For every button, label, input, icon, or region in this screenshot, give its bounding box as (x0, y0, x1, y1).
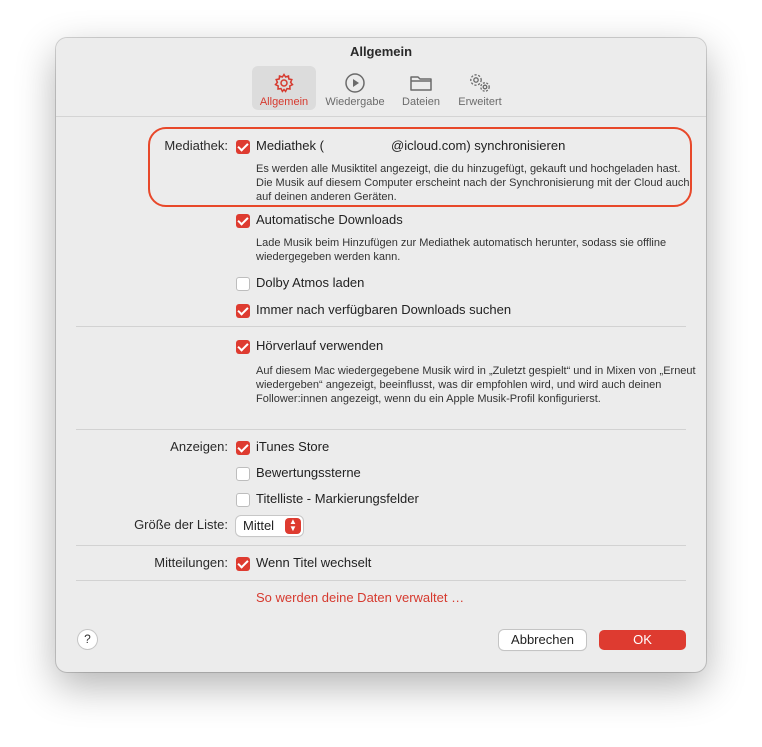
window-title: Allgemein (349, 44, 413, 59)
sync-library-label-prefix: Mediathek ( (256, 138, 324, 153)
auto-downloads-description: Lade Musik beim Hinzufügen zur Mediathek automatisch herunter, sodass sie offline wiedergegeben werden kann. (256, 237, 667, 263)
help-button[interactable]: ? (78, 630, 97, 649)
auto-downloads-checkbox[interactable] (236, 214, 250, 228)
sync-highlight-annotation (148, 127, 692, 207)
tab-label: Allgemein (259, 96, 309, 108)
listening-history-checkbox[interactable] (236, 340, 250, 354)
dolby-atmos-label: Dolby Atmos laden (256, 275, 365, 290)
data-management-link[interactable]: So werden deine Daten verwaltet … (256, 590, 465, 605)
tab-label: Erweitert (458, 96, 502, 108)
auto-downloads-label: Automatische Downloads (256, 212, 403, 227)
list-size-select[interactable] (236, 516, 303, 536)
song-checkboxes-checkbox[interactable] (236, 493, 250, 507)
listening-history-description: Auf diesem Mac wiedergegebene Musik wird in „Zuletzt gespielt“ und in Mixen von „Erneut wiedergeben“ angezeigt, beeinflusst, was dir empfohlen wird, und wird auch deinen Follower:innen angezeigt, wenn du ein Apple Musik-Profil konfigurierst. (256, 365, 696, 405)
dolby-atmos-checkbox[interactable] (236, 277, 250, 291)
mediathek-section-label: Mediathek: (164, 138, 228, 153)
tab-dateien[interactable] (394, 66, 448, 110)
ratings-checkbox[interactable] (236, 467, 250, 481)
preferences-window (56, 38, 706, 672)
tab-erweitert[interactable] (452, 66, 508, 110)
cancel-button[interactable]: Abbrechen (499, 630, 586, 650)
divider (76, 580, 686, 581)
divider (76, 326, 686, 327)
song-change-notification-checkbox[interactable] (236, 557, 250, 571)
check-downloads-checkbox[interactable] (236, 304, 250, 318)
itunes-store-checkbox[interactable] (236, 441, 250, 455)
ratings-label: Bewertungssterne (256, 465, 361, 480)
listening-history-label: Hörverlauf verwenden (256, 338, 384, 353)
folder-icon (409, 72, 433, 94)
notifications-section-label: Mitteilungen: (154, 555, 228, 570)
divider (76, 429, 686, 430)
toolbar (56, 38, 706, 117)
list-size-label: Größe der Liste: (134, 517, 228, 532)
tab-allgemein[interactable] (252, 66, 316, 110)
display-section-label: Anzeigen: (170, 439, 228, 454)
sync-library-description: Es werden alle Musiktitel angezeigt, die du hinzugefügt, gekauft und hochgeladen hast. Die Musik auf diesem Computer erscheint nach der Synchronisierung mit der Cloud auch auf deinen anderen Geräten. (256, 163, 690, 203)
divider (76, 545, 686, 546)
play-circle-icon (344, 72, 366, 94)
sync-library-label-suffix: @icloud.com) synchronisieren (391, 138, 566, 153)
tab-label: Wiedergabe (325, 96, 385, 108)
check-downloads-label: Immer nach verfügbaren Downloads suchen (256, 302, 512, 317)
song-checkboxes-label: Titelliste - Markierungsfelder (256, 491, 419, 506)
itunes-store-label: iTunes Store (256, 439, 330, 454)
song-change-notification-label: Wenn Titel wechselt (256, 555, 372, 570)
chevron-up-down-icon: ▲ ▼ (285, 518, 301, 534)
tab-label: Dateien (402, 96, 440, 108)
gears-icon (466, 72, 494, 94)
ok-button[interactable]: OK (599, 630, 686, 650)
gear-icon (273, 72, 295, 94)
tab-wiedergabe[interactable] (320, 66, 390, 110)
list-size-value: Mittel (243, 518, 275, 533)
